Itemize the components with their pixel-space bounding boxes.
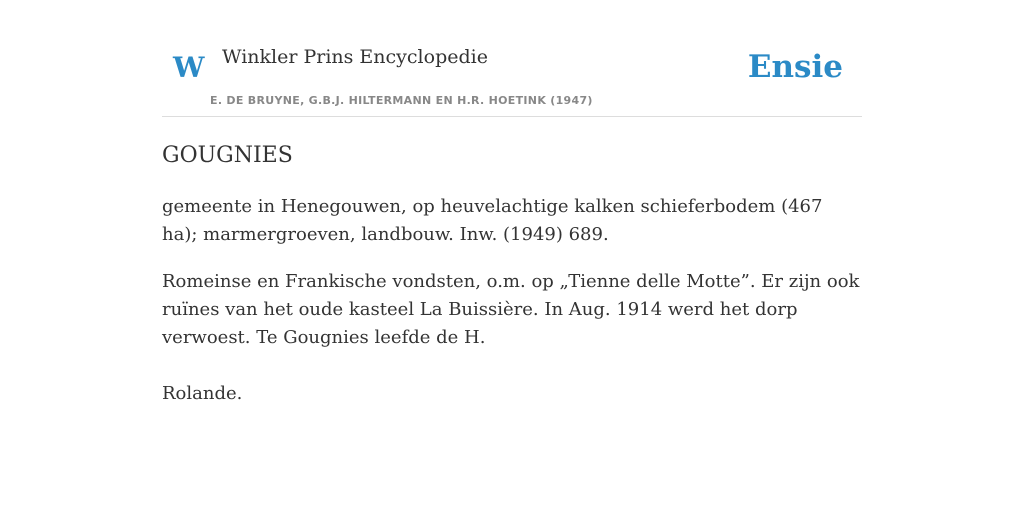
- article-paragraph: gemeente in Henegouwen, op heuvelachtige kalken schieferbodem (467 ha); marmergroeven, landbouw. Inw. (1949) 689.: [162, 196, 823, 246]
- source-authors: E. DE BRUYNE, G.B.J. HILTERMANN EN H.R. HOETINK (1947): [210, 94, 593, 107]
- article-paragraph: Rolande.: [162, 383, 243, 405]
- article-paragraph: Romeinse en Frankische vondsten, o.m. op „Tienne delle Motte”. Er zijn ook ruïnes van het oude kasteel La Buissière. In Aug. 1914 werd het dorp verwoest. Te Gougnies leefde de H.: [162, 271, 860, 349]
- winkler-prins-logo[interactable]: W: [173, 51, 205, 84]
- source-header: [162, 0, 862, 117]
- article-title: GOUGNIES: [162, 143, 293, 168]
- ensie-logo[interactable]: Ensie: [747, 49, 843, 85]
- source-title[interactable]: Winkler Prins Encyclopedie: [222, 46, 488, 68]
- page-container: [162, 0, 862, 408]
